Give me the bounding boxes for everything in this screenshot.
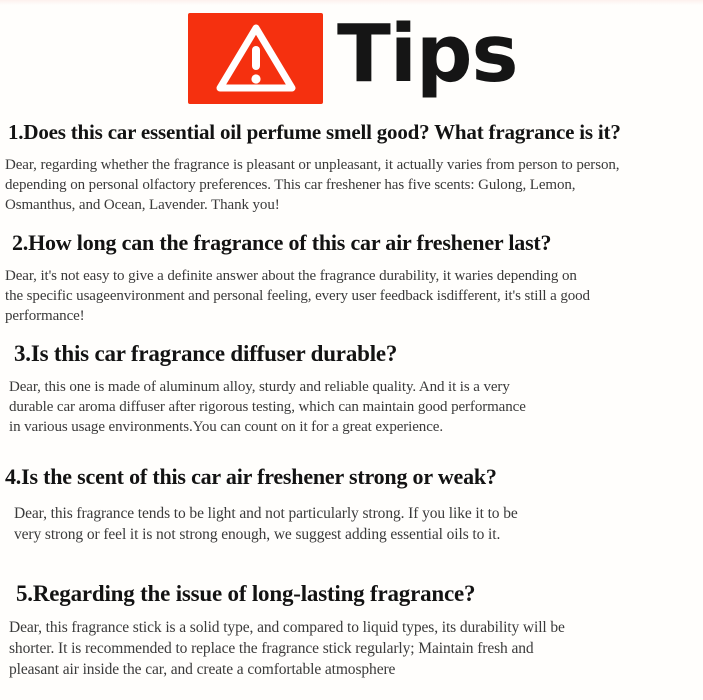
faq-answer [5,266,703,326]
faq-question: 5.Regarding the issue of long-lasting fragrance? [16,581,476,606]
faq-item [0,118,703,215]
faq-answer [9,377,703,437]
faq-answer-line: pleasant air inside the car, and create a comfortable atmosphere [9,661,396,678]
faq-question: 1.Does this car essential oil perfume smell good? What fragrance is it? [8,120,621,144]
faq-answer [14,503,703,545]
faq-answer-line: durable car aroma diffuser after rigorous testing, which can maintain good performance [9,399,526,415]
faq-answer-line: Dear, this one is made of aluminum alloy, sturdy and reliable quality. And it is a very [9,379,510,395]
faq-answer-line: shorter. It is recommended to replace the fragrance stick regularly; Maintain fresh and [9,640,534,657]
faq-answer [5,155,703,215]
faq-question: 2.How long can the fragrance of this car air freshener last? [12,230,552,255]
faq-answer-line: the specific usageenvironment and personal feeling, every user feedback isdifferent, it's still a good [5,288,590,304]
faq-item [0,340,703,437]
faq-question: 4.Is the scent of this car air freshener strong or weak? [5,464,497,489]
faq-answer-line: Osmanthus, and Ocean, Lavender. Thank you! [5,197,280,213]
faq-item [0,580,703,680]
faq-question: 3.Is this car fragrance diffuser durable? [14,341,398,366]
faq-answer-line: Dear, regarding whether the fragrance is pleasant or unpleasant, it actually varies from person to person, [5,157,620,173]
page-title: Tips [337,8,518,100]
faq-answer-line: Dear, it's not easy to give a definite answer about the fragrance durability, it waries depending on [5,268,577,284]
faq-item [0,463,703,545]
faq-answer-line: in various usage environments.You can count on it for a great experience. [9,419,443,435]
faq-answer-line: very strong or feel it is not strong enough, we suggest adding essential oils to it. [14,526,501,543]
faq-item [0,229,703,326]
faq-answer [9,617,703,680]
faq-answer-line: performance! [5,308,85,324]
faq-answer-line: depending on personal olfactory preferences. This car freshener has five scents: Gulong, Lemon, [5,177,576,193]
faq-answer-line: Dear, this fragrance stick is a solid type, and compared to liquid types, its durability will be [9,619,565,636]
faq-answer-line: Dear, this fragrance tends to be light and not particularly strong. If you like it to be [14,505,518,522]
